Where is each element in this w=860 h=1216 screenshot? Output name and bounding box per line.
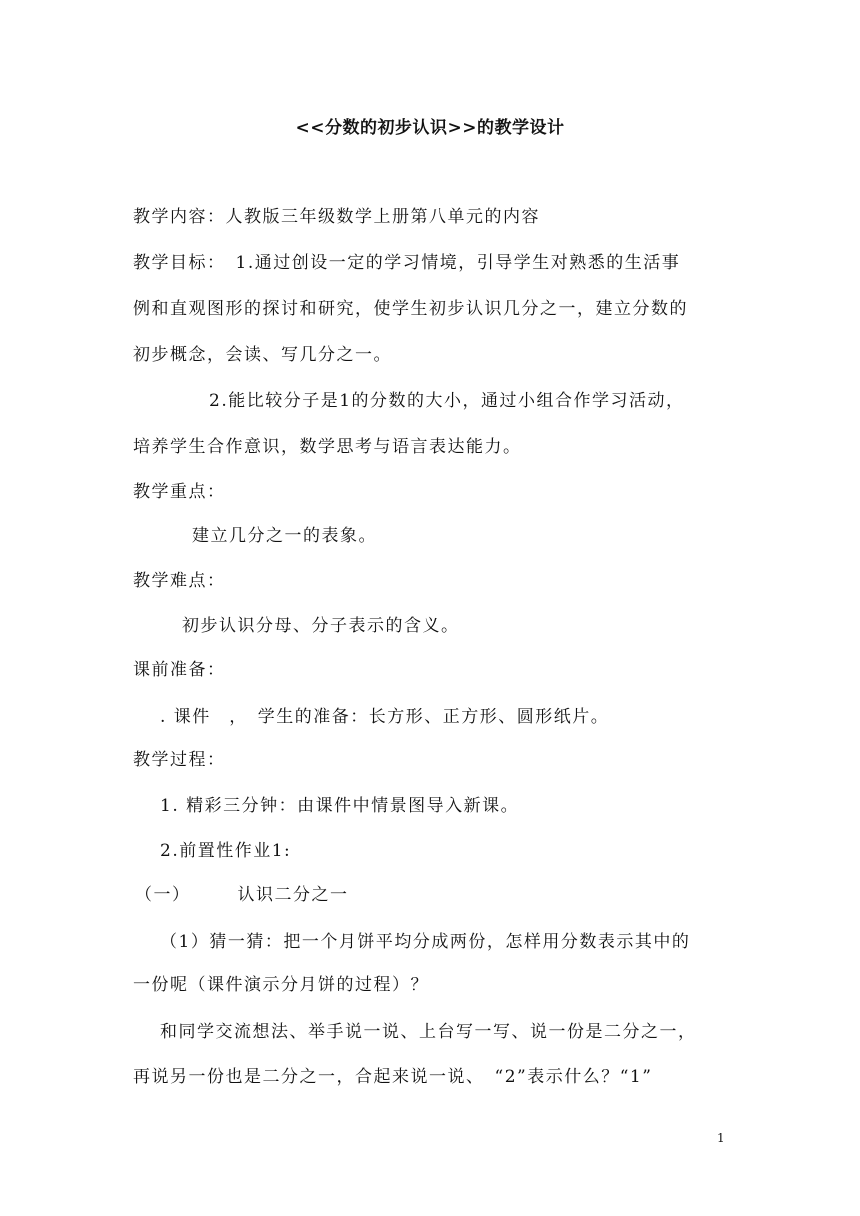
paragraph-line: 一份呢（课件演示分月饼的过程）？ — [133, 975, 429, 995]
paragraph-line: 1. 精彩三分钟：由课件中情景图导入新课。 — [160, 796, 520, 816]
paragraph-line: 教学内容：人教版三年级数学上册第八单元的内容 — [133, 207, 540, 227]
paragraph-line: 初步概念，会读、写几分之一。 — [133, 345, 392, 365]
paragraph-line: （一） 认识二分之一 — [135, 885, 349, 905]
paragraph-line: 例和直观图形的探讨和研究，使学生初步认识几分之一，建立分数的 — [133, 299, 688, 319]
paragraph-line: 再说另一份也是二分之一，合起来说一说、 “2”表示什么？“1” — [133, 1067, 653, 1087]
paragraph-line: 2.前置性作业1: — [160, 841, 292, 861]
section-heading: 课前准备： — [133, 660, 226, 680]
page-number: 1 — [717, 1131, 725, 1145]
paragraph-line: 培养学生合作意识，数学思考与语言表达能力。 — [133, 437, 522, 457]
paragraph-line: 初步认识分母、分子表示的含义。 — [182, 616, 460, 636]
document-title: <<分数的初步认识>>的教学设计 — [295, 118, 565, 138]
section-heading: 教学过程： — [133, 750, 226, 770]
paragraph-line: 2.能比较分子是1的分数的大小，通过小组合作学习活动， — [209, 391, 685, 411]
paragraph-line: 建立几分之一的表象。 — [192, 526, 377, 546]
paragraph-line: （1）猜一猜：把一个月饼平均分成两份，怎样用分数表示其中的 — [160, 932, 691, 952]
section-heading: 教学难点： — [133, 571, 226, 591]
paragraph-line: 和同学交流想法、举手说一说、上台写一写、说一份是二分之一， — [160, 1022, 697, 1042]
section-heading: 教学重点： — [133, 482, 226, 502]
paragraph-line: 教学目标： 1.通过创设一定的学习情境，引导学生对熟悉的生活事 — [133, 253, 681, 273]
paragraph-line: . 课件 ， 学生的准备：长方形、正方形、圆形纸片。 — [160, 707, 610, 727]
